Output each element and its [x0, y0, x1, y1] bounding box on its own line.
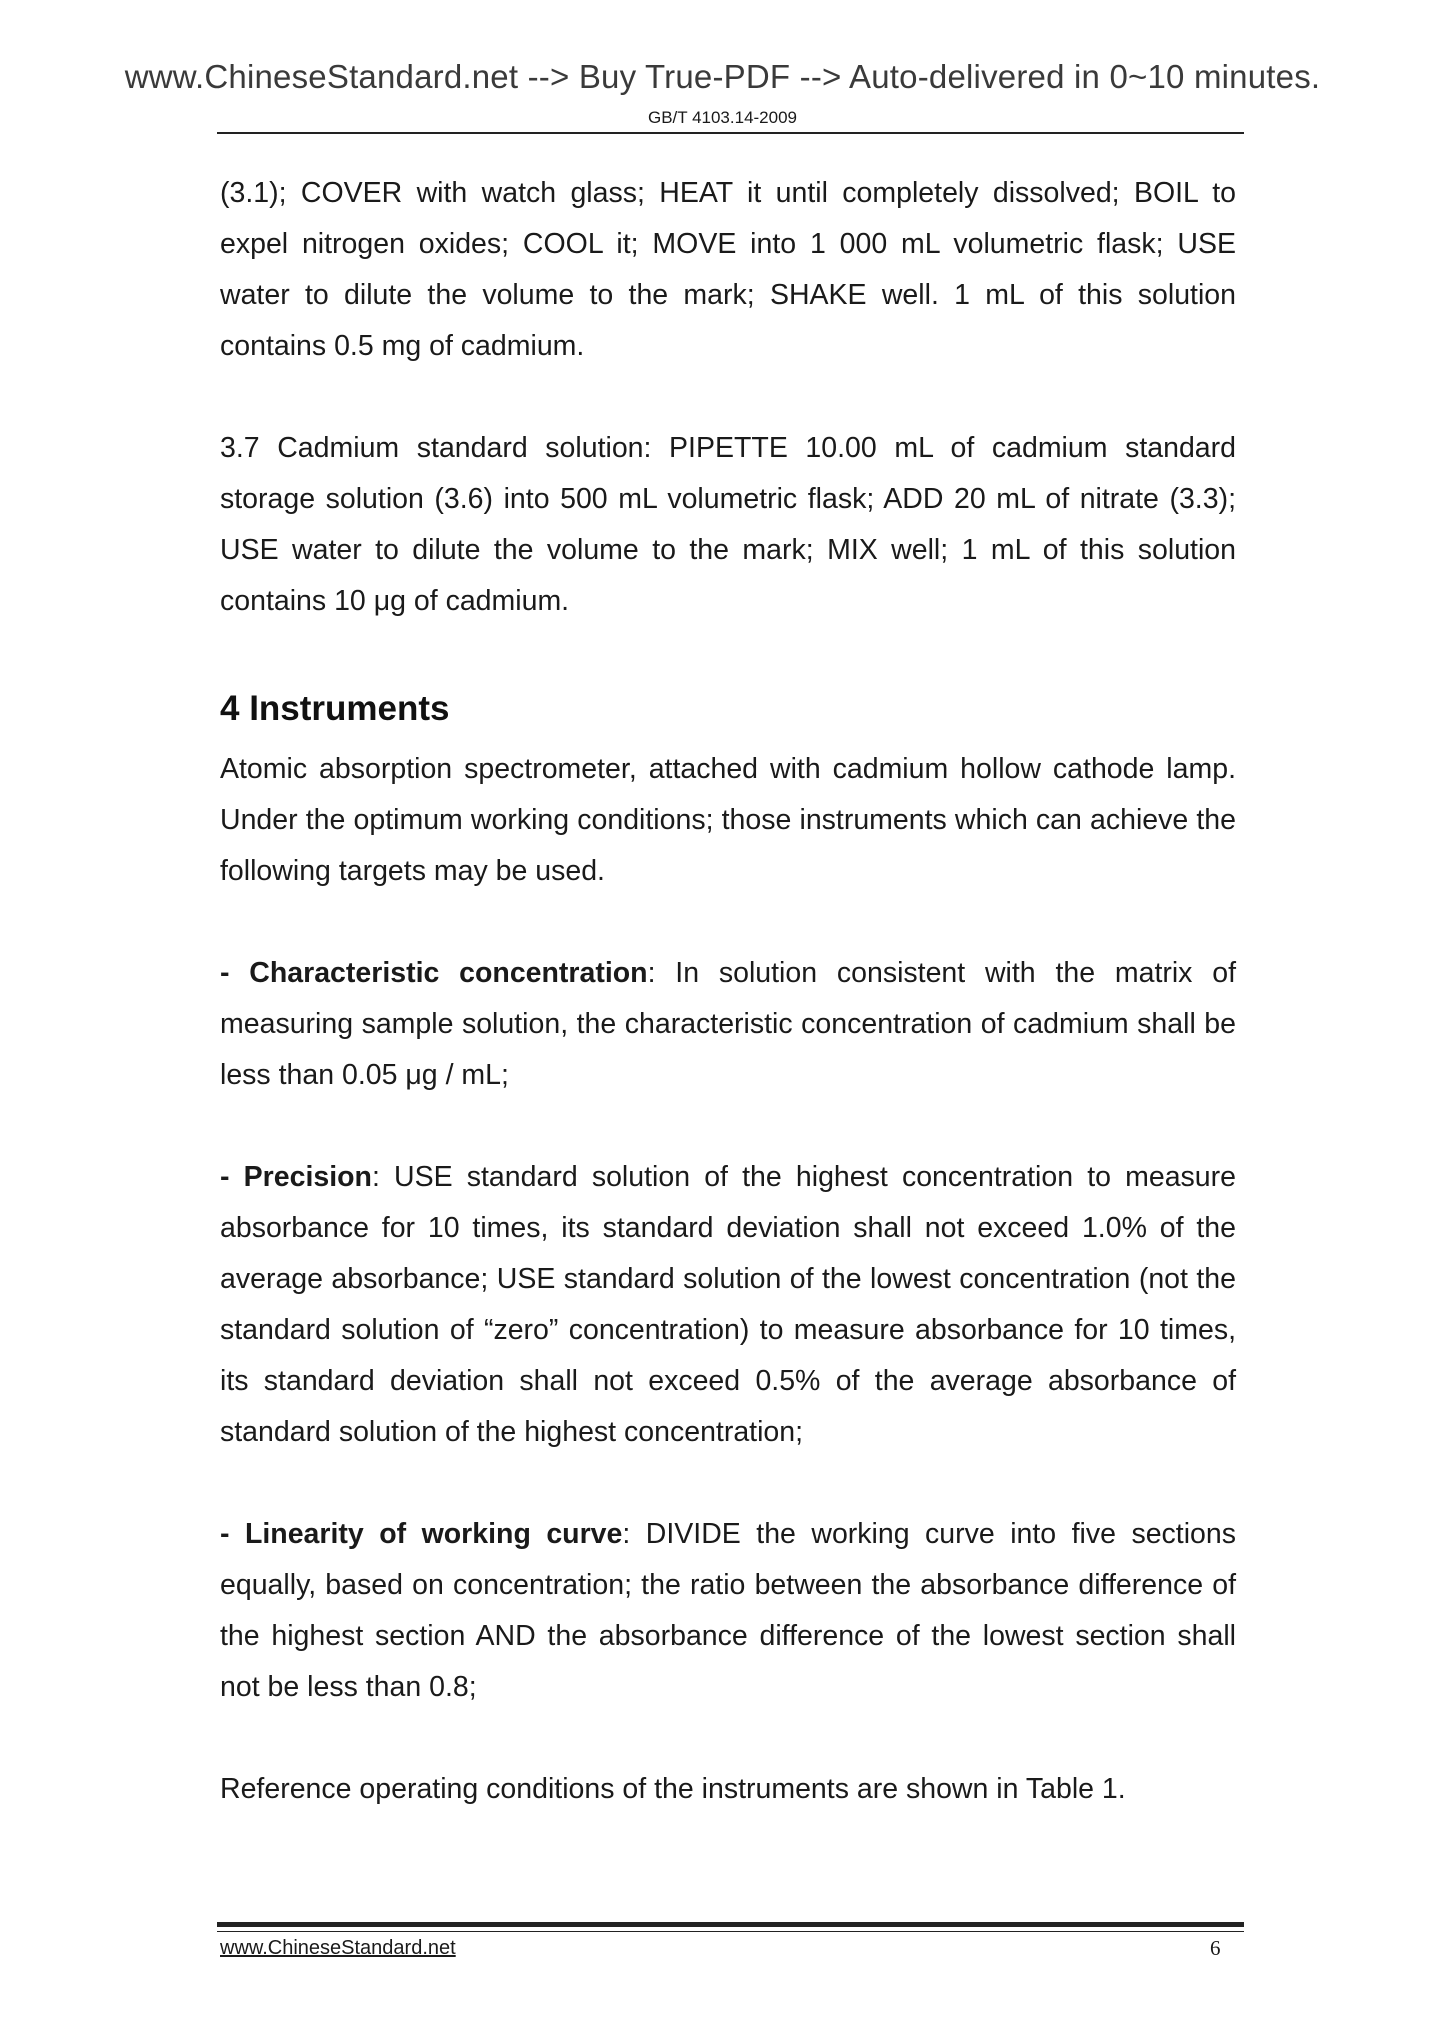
item-text: : In solution consistent with the matrix of measuring sample solution, the characteristic concentration of cadmium shall be less than 0.05 μg / mL;	[220, 957, 1236, 1091]
paragraph-cadmium-storage: (3.1); COVER with watch glass; HEAT it until completely dissolved; BOIL to expel nitrogen oxides; COOL it; MOVE into 1 000 mL volumetric flask; USE water to dilute the volume to the mark; SHAKE well. 1 mL of this solution contains 0.5 mg of cadmium.	[220, 177, 1236, 362]
paragraph-cadmium-standard: 3.7 Cadmium standard solution: PIPETTE 10.00 mL of cadmium standard storage solution (3.6) into 500 mL volumetric flask; ADD 20 mL of nitrate (3.3); USE water to dilute the volume to the mark; MIX well; 1 mL of this solution contains 10 μg of cadmium.	[220, 432, 1236, 617]
item-term: - Precision	[220, 1161, 372, 1193]
item-text: : DIVIDE the working curve into five sections equally, based on concentration; the ratio between the absorbance difference of the highest section AND the absorbance difference of the lowest section shall not be less than 0.8;	[220, 1518, 1237, 1703]
header-banner: www.ChineseStandard.net --> Buy True-PDF --> Auto-delivered in 0~10 minutes.	[124, 58, 1321, 95]
footer-website-link[interactable]: www.ChineseStandard.net	[220, 1937, 456, 1959]
item-text: : USE standard solution of the highest concentration to measure absorbance for 10 times, its standard deviation shall not exceed 1.0% of the average absorbance; USE standard solution of the lowest concentration (not the standard solution of “zero” concentration) to measure absorbance for 10 times, its standard deviation shall not exceed 0.5% of the average absorbance of standard solution of the highest concentration;	[220, 1161, 1236, 1448]
paragraph-reference-conditions: Reference operating conditions of the instruments are shown in Table 1.	[220, 1773, 1126, 1805]
item-characteristic-concentration	[220, 948, 1236, 1101]
section-title: 4 Instruments	[220, 689, 450, 728]
item-linearity	[220, 1509, 1236, 1713]
paragraph-instruments-intro: Atomic absorption spectrometer, attached with cadmium hollow cathode lamp. Under the optimum working conditions; those instruments which can achieve the following targets may be used.	[220, 753, 1236, 887]
document-id: GB/T 4103.14-2009	[647, 108, 797, 127]
page-number: 6	[1210, 1936, 1221, 1960]
page-content	[220, 168, 1236, 1815]
footer-divider-thin	[217, 1931, 1244, 1932]
footer-divider-thick	[217, 1922, 1244, 1927]
header-divider	[217, 132, 1244, 134]
item-precision	[220, 1152, 1236, 1458]
item-term: - Characteristic concentration	[220, 957, 648, 989]
item-term: - Linearity of working curve	[220, 1518, 623, 1550]
